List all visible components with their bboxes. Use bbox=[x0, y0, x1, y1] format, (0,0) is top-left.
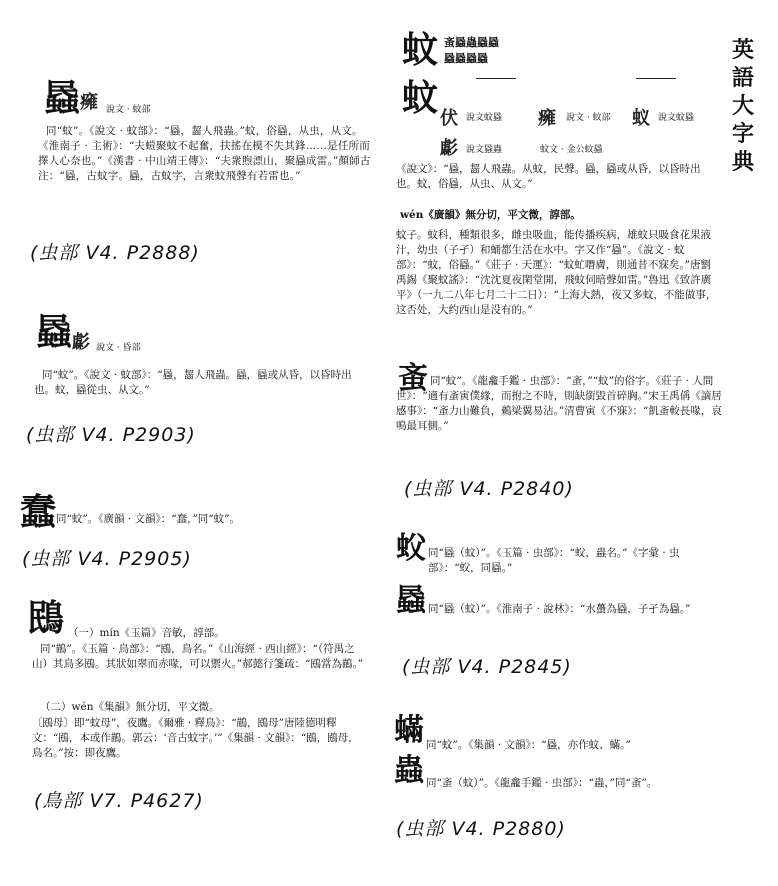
entry-wen-3-text: 同“蚊”。《龍龕手鑑 · 虫部》：“蚉，”“蚊”的俗字。《莊子 · 人間世》：“適有蚉寅僕緣，而拊之不時，則缺銜毀首碎胸。”宋王禹偁《謫居感事》：“蚉力山難負，鵜梁翼易沾。”清曹寅《不寐》：“飢蚉較長喙，哀鳴最耳側。” bbox=[396, 375, 722, 432]
headword-wen-left-2: 蟁 bbox=[36, 311, 73, 353]
entry-left-4-para-2: 〔鴖母〕即“蚊母”，夜鷹。《爾雅 · 釋鳥》：“鶓，鴖母”唐陸德明釋文：“鴖，本或作鶓。郭云：‘音古蚊字。’”《集韻 · 文韻》：“鴖，鴖母，鳥名。”按：即夜鷹。 bbox=[32, 717, 359, 759]
entry-left-2-text: 同“蚊”。《說文 · 蚊部》：“蟁，齧人飛蟲。蟁，蟁或从昏，以昏時出也。蚊，蟁從虫、从文。” bbox=[34, 369, 352, 396]
entry-left-4-line-2: （二）wén《集韻》無分切，平文微。 bbox=[40, 701, 220, 713]
entry-left-3-text: 同“蚊”。《廣韻 · 文韻》：“蠢，”同“蚊”。 bbox=[56, 513, 240, 525]
entry-left-4-para-1: 同“鶓”。《玉篇 · 鳥部》：“鴖，鳥名。”《山海經 · 西山經》：“（符禺之山）其鳥多鴖。其狀如翠而赤喙，可以禦火。”郝懿行箋疏：“鴖當為鶓。” bbox=[32, 643, 364, 670]
headword-wen-5: 蟎 bbox=[394, 713, 424, 748]
variant-line-2: 蟁蟁蟁蟁 bbox=[444, 52, 488, 65]
entry-wen-6-text: 同“蚉（蚊）”。《龍龕手鑑 · 虫部》：“蟲，”同“蚉”。 bbox=[426, 777, 658, 789]
seal-label: 蚊文 · 金公蚊蟁 bbox=[540, 145, 603, 155]
seal-glyph: 虨 bbox=[440, 138, 458, 159]
page-reference-note: (虫部 V4. P2888) bbox=[30, 242, 200, 264]
book-title-char: 英 bbox=[731, 37, 754, 63]
divider bbox=[476, 78, 516, 79]
seal-glyph: 伏 bbox=[440, 108, 458, 129]
headword-wen-6: 蟲 bbox=[394, 753, 424, 788]
seal-label: 說文蚊蟁 bbox=[466, 113, 503, 123]
entry-min-text: 同“蟁（蚊）”。《玉篇 · 虫部》：“蚥，蟲名。”《字彙 · 虫部》：“蚥，同蟁。” bbox=[428, 547, 680, 574]
seal-glyph: 蚁 bbox=[632, 108, 650, 129]
book-title-char: 字 bbox=[731, 121, 754, 147]
headword-wen-1: 蚊 bbox=[402, 29, 439, 71]
book-title-char: 語 bbox=[731, 65, 754, 91]
entry-wen-3-body bbox=[396, 374, 722, 434]
headword-wen-3: 蚉 bbox=[398, 361, 428, 396]
book-title bbox=[728, 36, 758, 176]
seal-glyph: 㿈 bbox=[80, 92, 98, 113]
page-reference-note: (鳥部 V7. P4627) bbox=[34, 790, 204, 812]
seal-label: 說文 · 蚊部 bbox=[106, 105, 151, 115]
page-reference-note: (虫部 V4. P2905) bbox=[22, 548, 192, 570]
seal-glyph: 㿈 bbox=[538, 108, 556, 129]
seal-glyph: 虨 bbox=[72, 332, 90, 353]
page-reference-note: (虫部 V4. P2840) bbox=[404, 478, 574, 500]
entry-wen-pronunciation: wén《廣韻》無分切，平文微，諄部。 bbox=[400, 209, 581, 221]
variant-line-1: 蚉蟁蟲蟁蟁 bbox=[444, 36, 499, 49]
headword-min-left: 鴖 bbox=[28, 597, 65, 639]
headword-wen-left-3: 蠢 bbox=[20, 491, 57, 533]
seal-label: 說文 · 昏部 bbox=[96, 343, 141, 353]
seal-label: 說文 · 蚊部 bbox=[566, 113, 611, 123]
entry-wen-4-text: 同“蟁（蚊）”。《淮南子 · 說林》：“水蠆為蟁，子孑為蟁。” bbox=[428, 603, 691, 615]
entry-wen-5-text: 同“蚊”。《集韻 · 文韻》：“蟁，亦作蚊、蟎。” bbox=[426, 739, 631, 751]
headword-wen-4: 蟁 bbox=[396, 583, 426, 618]
seal-label: 說文蚊蟁 bbox=[658, 113, 695, 123]
entry-left-4-line-1: （一）mín《玉篇》音敏，諄部。 bbox=[68, 627, 225, 639]
headword-wen-2: 蚊 bbox=[402, 77, 439, 119]
book-title-char: 典 bbox=[731, 149, 754, 175]
page-reference-note: (虫部 V4. P2845) bbox=[402, 656, 572, 678]
headword-min: 蚥 bbox=[396, 531, 426, 566]
headword-wen-left-1: 蟁 bbox=[44, 77, 81, 119]
page-reference-note: (虫部 V4. P2903) bbox=[26, 424, 196, 446]
entry-wen-body: 蚊子。蚊科，種類很多，雌虫吸血，能传播疾病，雄蚊只吸食花果液汁，幼虫（子孑）和蛹都生活在水中。字又作“蟁”。《說文 · 蚊部》：“蚊，俗蟁。”《莊子 · 天運》：“蚊虻噆膚，則通昔不寐矣。”唐劉禹錫《聚蚊謠》：“沈沈夏夜閑堂開，飛蚊伺暗聲如雷。”魯迅《致許廣平》（一九二八年七月二十二日）：“上海大熱，夜又多蚊，不能做事，这否处，大约西山是没有的。” bbox=[396, 229, 717, 316]
entry-left-1-text: 同“蚊”。《說文 · 蚊部》：“蟁，齧人飛蟲。”蚊，俗蟁，从虫，从文。《淮南子 · 主術》：“夫螘聚蚊不起奮，扶搖在模不失其鋒……是任所而擇人心奈也。”《漢書 · 中山靖王傳》：“夫衆煦漂山，聚蟁成雷。”顏師古注：“蟁，古蚊字。蟁，古蚊字，言衆蚊飛聲有若雷也。” bbox=[38, 125, 371, 182]
page-reference-note: (虫部 V4. P2880) bbox=[396, 818, 566, 840]
seal-label: 說文蟁蟲 bbox=[466, 145, 503, 155]
divider bbox=[636, 78, 676, 79]
entry-wen-definition: 《說文》：“蟁，齧人飛蟲。从蚊，民聲。蟁，蟁或从昏，以昏時出也。蚊，俗蟁，从虫、从文。” bbox=[396, 163, 701, 190]
book-title-char: 大 bbox=[731, 93, 754, 119]
